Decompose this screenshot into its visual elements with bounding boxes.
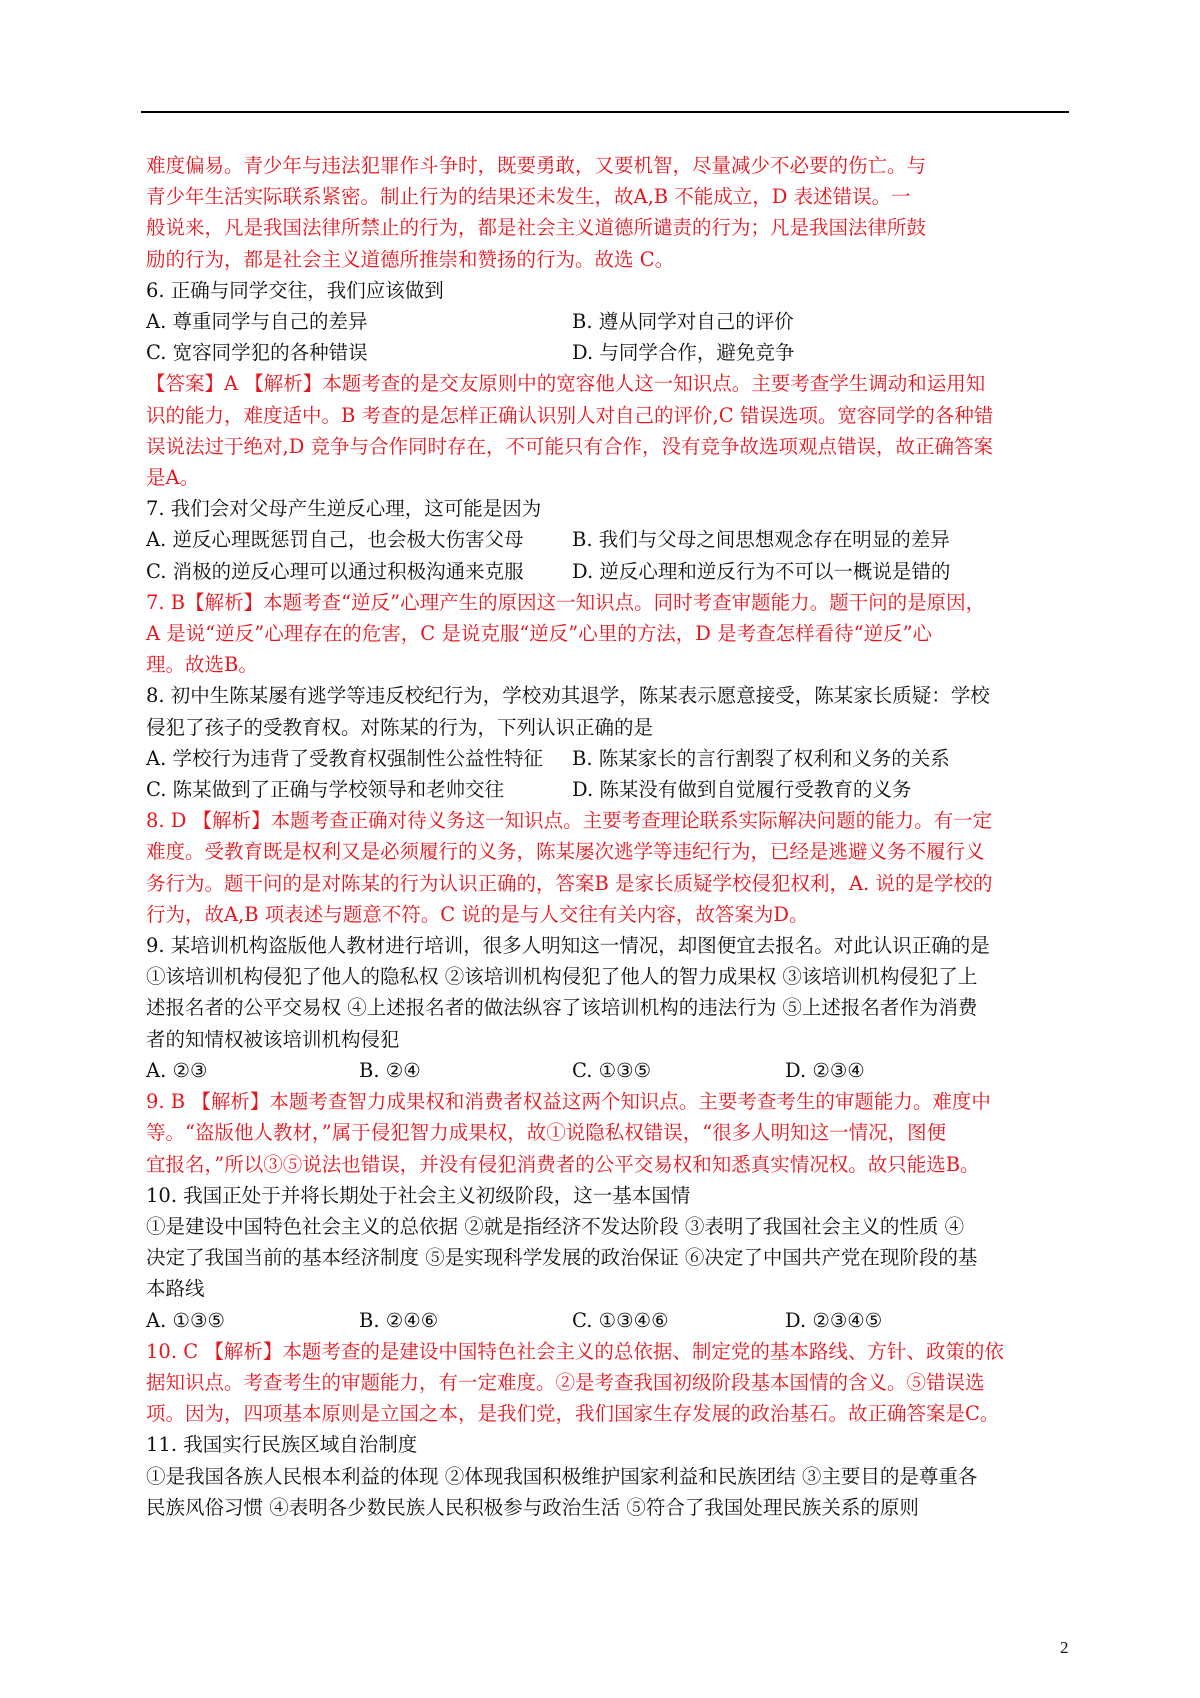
answer-explanation-line: 8. D 【解析】本题考查正确对待义务这一知识点。主要考查理论联系实际解决问题的能力。有一定 bbox=[146, 809, 993, 833]
answer-option: D. ②③④⑤ bbox=[785, 1308, 883, 1332]
answer-explanation-line: 据知识点。考查考生的审题能力，有一定难度。②是考查我国初级阶段基本国情的含义。⑤错误选 bbox=[146, 1370, 985, 1394]
answer-explanation-line: 行为，故A,B 项表述与题意不符。C 说的是与人交往有关内容，故答案为D。 bbox=[146, 902, 809, 926]
page-number: 2 bbox=[1060, 1638, 1069, 1657]
answer-option: B. ②④ bbox=[359, 1058, 421, 1082]
answer-explanation-line: 等。“盗版他人教材，”属于侵犯智力成果权，故①说隐私权错误，“很多人明知这一情况，图便 bbox=[146, 1121, 947, 1145]
answer-explanation-line: 【答案】A 【解析】本题考查的是交友原则中的宽容他人这一知识点。主要考查学生调动和运用知 bbox=[146, 372, 986, 396]
question-text-line: ①是我国各族人民根本利益的体现 ②体现我国积极维护国家利益和民族团结 ③主要目的是尊重各 bbox=[146, 1464, 978, 1488]
question-text-line: 11. 我国实行民族区域自治制度 bbox=[146, 1433, 418, 1457]
answer-explanation-line: 励的行为，都是社会主义道德所推崇和赞扬的行为。故选 C。 bbox=[146, 247, 675, 271]
options-row bbox=[146, 1055, 1076, 1086]
answer-option: D. ②③④ bbox=[785, 1058, 865, 1082]
answer-option: C. 宽容同学犯的各种错误 bbox=[146, 341, 368, 365]
answer-explanation-line: 青少年生活实际联系紧密。制止行为的结果还未发生，故A,B 不能成立，D 表述错误。一 bbox=[146, 185, 911, 209]
answer-option: A. ②③ bbox=[146, 1058, 208, 1082]
answer-option: B. 我们与父母之间思想观念存在明显的差异 bbox=[572, 528, 950, 552]
answer-explanation-line: 难度。受教育既是权利又是必须履行的义务，陈某屡次逃学等违纪行为，已经是逃避义务不履行义 bbox=[146, 840, 985, 864]
answer-explanation-line: 识的能力，难度适中。B 考查的是怎样正确认识别人对自己的评价,C 错误选项。宽容同学的各种错 bbox=[146, 403, 994, 427]
answer-explanation-line: 10. C 【解析】本题考查的是建设中国特色社会主义的总依据、制定党的基本路线、方针、政策的依 bbox=[146, 1339, 1004, 1363]
answer-explanation-line: A 是说“逆反”心理存在的危害，C 是说克服“逆反”心里的方法，D 是考查怎样看待“逆反”心 bbox=[146, 622, 933, 646]
answer-explanation-line: 宜报名，”所以③⑤说法也错误，并没有侵犯消费者的公平交易权和知悉真实情况权。故只能选B。 bbox=[146, 1152, 980, 1176]
question-text-line: ①该培训机构侵犯了他人的隐私权 ②该培训机构侵犯了他人的智力成果权 ③该培训机构侵犯了上 bbox=[146, 965, 978, 989]
answer-explanation-line: 7. B【解析】本题考查“逆反”心理产生的原因这一知识点。同时考查审题能力。题干问的是原因， bbox=[146, 590, 986, 614]
answer-option: C. ①③⑤ bbox=[572, 1058, 652, 1082]
question-text-line: 侵犯了孩子的受教育权。对陈某的行为，下列认识正确的是 bbox=[146, 715, 654, 739]
answer-option: C. 陈某做到了正确与学校领导和老帅交往 bbox=[146, 778, 505, 802]
question-text-line: 9. 某培训机构盗版他人教材进行培训，很多人明知这一情况，却图便宜去报名。对此认识正确的是 bbox=[146, 934, 990, 958]
question-text-line: 8. 初中生陈某屡有逃学等违反校纪行为，学校劝其退学，陈某表示愿意接受，陈某家长质疑：学校 bbox=[146, 684, 990, 708]
answer-explanation-line: 难度偏易。青少年与违法犯罪作斗争时，既要勇敢，又要机智，尽量减少不必要的伤亡。与 bbox=[146, 154, 927, 177]
answer-option: C. ①③④⑥ bbox=[572, 1308, 669, 1332]
answer-option: D. 逆反心理和逆反行为不可以一概说是错的 bbox=[572, 559, 951, 583]
question-text-line: 6. 正确与同学交往，我们应该做到 bbox=[146, 278, 444, 302]
options-row bbox=[146, 337, 1076, 368]
question-text-line: 民族风俗习惯 ④表明各少数民族人民积极参与政治生活 ⑤符合了我国处理民族关系的原则 bbox=[146, 1495, 919, 1519]
document-body bbox=[146, 150, 1076, 1523]
options-row bbox=[146, 556, 1076, 587]
answer-option: A. 逆反心理既惩罚自己，也会极大伤害父母 bbox=[146, 528, 524, 552]
question-text-line: 述报名者的公平交易权 ④上述报名者的做法纵容了该培训机构的违法行为 ⑤上述报名者作为消费 bbox=[146, 996, 978, 1020]
answer-option: C. 消极的逆反心理可以通过积极沟通来克服 bbox=[146, 559, 524, 583]
answer-explanation-line: 理。故选B。 bbox=[146, 653, 258, 677]
question-text-line: 7. 我们会对父母产生逆反心理，这可能是因为 bbox=[146, 497, 542, 521]
answer-option: B. ②④⑥ bbox=[359, 1308, 439, 1332]
answer-option: B. 遵从同学对自己的评价 bbox=[572, 310, 794, 334]
answer-option: A. 学校行为违背了受教育权强制性公益性特征 bbox=[146, 746, 543, 770]
answer-explanation-line: 项。因为，四项基本原则是立国之本，是我们党，我们国家生存发展的政治基石。故正确答案是C。 bbox=[146, 1402, 1000, 1426]
question-text-line: 10. 我国正处于并将长期处于社会主义初级阶段，这一基本国情 bbox=[146, 1183, 691, 1207]
question-text-line: 者的知情权被该培训机构侵犯 bbox=[146, 1027, 400, 1051]
options-row bbox=[146, 306, 1076, 337]
answer-option: D. 与同学合作，避免竞争 bbox=[572, 341, 795, 365]
answer-explanation-line: 误说法过于绝对,D 竞争与合作同时存在，不可能只有合作，没有竞争故选项观点错误，故正确答案 bbox=[146, 434, 994, 458]
question-text-line: ①是建设中国特色社会主义的总依据 ②就是指经济不发达阶段 ③表明了我国社会主义的性质 ④ bbox=[146, 1214, 965, 1238]
answer-option: A. 尊重同学与自己的差异 bbox=[146, 310, 368, 334]
question-text-line: 决定了我国当前的基本经济制度 ⑤是实现科学发展的政治保证 ⑥决定了中国共产党在现阶段的基 bbox=[146, 1246, 978, 1270]
answer-explanation-line: 9. B 【解析】本题考查智力成果权和消费者权益这两个知识点。主要考查考生的审题能力。难度中 bbox=[146, 1090, 991, 1114]
answer-explanation-line: 是A。 bbox=[146, 466, 200, 490]
options-row bbox=[146, 524, 1076, 555]
options-row bbox=[146, 743, 1076, 774]
options-row bbox=[146, 1305, 1076, 1336]
answer-option: D. 陈某没有做到自觉履行受教育的义务 bbox=[572, 778, 912, 802]
header-rule bbox=[141, 111, 1069, 113]
answer-option: A. ①③⑤ bbox=[146, 1308, 225, 1332]
question-text-line: 本路线 bbox=[146, 1277, 205, 1301]
answer-explanation-line: 般说来，凡是我国法律所禁止的行为，都是社会主义道德所谴责的行为；凡是我国法律所鼓 bbox=[146, 216, 927, 240]
options-row bbox=[146, 774, 1076, 805]
answer-option: B. 陈某家长的言行割裂了权利和义务的关系 bbox=[572, 746, 950, 770]
answer-explanation-line: 务行为。题干问的是对陈某的行为认识正确的，答案B 是家长质疑学校侵犯权利，A. 说的是学校的 bbox=[146, 871, 993, 895]
